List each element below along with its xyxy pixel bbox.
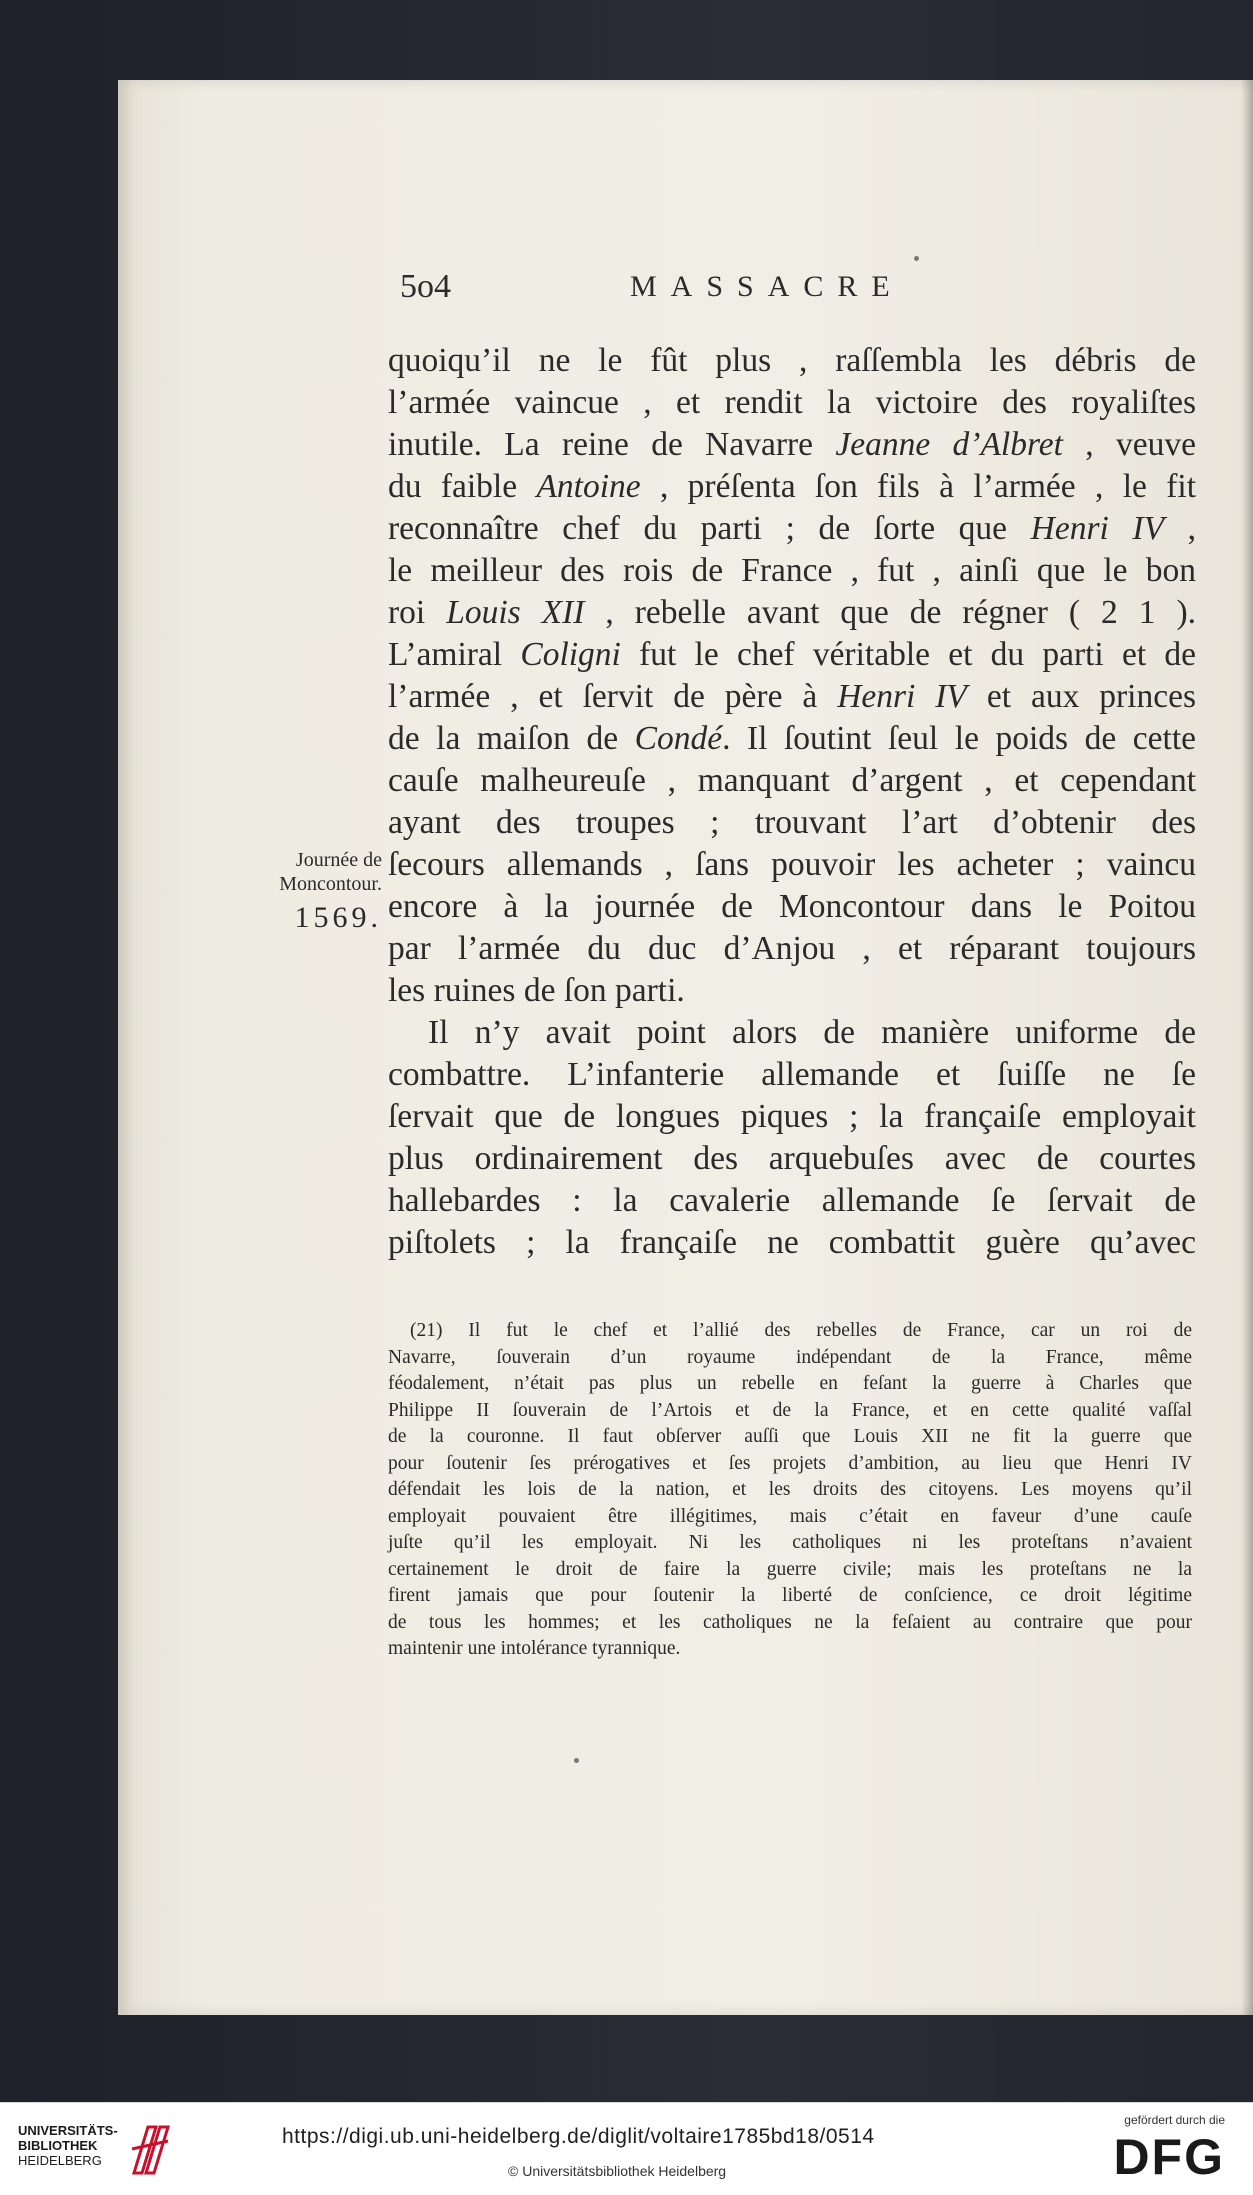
text-line: quoiqu’il ne le fût plus , raſſembla les débris de bbox=[388, 342, 1196, 379]
text-line: cauſe malheureuſe , manquant d’argent , et cependant bbox=[388, 762, 1196, 799]
text-line: L’amiral Coligni fut le chef véritable et du parti et de bbox=[388, 636, 1196, 673]
footnote-line: de la couronne. Il faut obſerver auſſi que Louis XII ne fit la guerre que bbox=[388, 1426, 1192, 1447]
margin-note-year: 1569. bbox=[294, 901, 382, 934]
footnote-line: pour ſoutenir ſes prérogatives et ſes projets d’ambition, au lieu que Henri IV bbox=[388, 1452, 1192, 1474]
italic-name: Antoine bbox=[536, 468, 641, 505]
italic-name: Henri IV bbox=[837, 678, 967, 715]
footnote-line: Navarre, ſouverain d’un royaume indépendant de la France, même bbox=[388, 1346, 1192, 1368]
text-line: du faible Antoine , préſenta ſon fils à l’armée , le fit bbox=[388, 468, 1196, 505]
margin-note-line: Journée de bbox=[295, 849, 382, 871]
footnote-line: (21) Il fut le chef et l’allié des rebelles de France, car un roi de bbox=[410, 1320, 1192, 1341]
text-line: ayant des troupes ; trouvant l’art d’obtenir des bbox=[388, 804, 1196, 841]
funding-label: gefördert durch die bbox=[1124, 2113, 1225, 2127]
footnote-line: défendait les lois de la nation, et les droits des citoyens. Les moyens qu’il bbox=[388, 1479, 1192, 1500]
text-line: piſtolets ; la françaiſe ne combattit guère qu’avec bbox=[388, 1224, 1196, 1261]
footnote-line: de tous les hommes; et les catholiques ne la feſaient au contraire que pour bbox=[388, 1611, 1192, 1633]
text-line: par l’armée du duc d’Anjou , et réparant toujours bbox=[388, 930, 1196, 967]
copyright-notice: © Universitätsbibliothek Heidelberg bbox=[508, 2163, 727, 2179]
text-line: de la maiſon de Condé. Il ſoutint ſeul le poids de cette bbox=[388, 720, 1196, 757]
text-line: les ruines de ſon parti. bbox=[388, 972, 685, 1009]
footnote-line: certainement le droit de faire la guerre civile; mais les proteſtans ne la bbox=[388, 1558, 1192, 1580]
italic-name: Henri IV bbox=[1030, 510, 1165, 547]
text-line: reconnaître chef du parti ; de ſorte que Henri IV , bbox=[388, 510, 1197, 547]
footnote-line: maintenir une intolérance tyrannique. bbox=[388, 1638, 681, 1659]
library-name-line: HEIDELBERG bbox=[18, 2153, 102, 2168]
footnote-line: féodalement, n’était pas plus un rebelle en feſant la guerre à Charles que bbox=[388, 1373, 1192, 1394]
text-line: l’armée vaincue , et rendit la victoire des royaliſtes bbox=[388, 384, 1196, 421]
margin-note-line: Moncontour. bbox=[279, 873, 382, 895]
italic-name: Condé bbox=[634, 720, 723, 757]
permalink-url[interactable]: https://digi.ub.uni-heidelberg.de/diglit/voltaire1785bd18/0514 bbox=[282, 2125, 875, 2148]
margin-note bbox=[226, 848, 382, 938]
main-text bbox=[388, 340, 1196, 1264]
library-logo-text[interactable] bbox=[18, 2123, 118, 2168]
viewer-footer bbox=[0, 2102, 1253, 2195]
library-name-line: BIBLIOTHEK bbox=[18, 2138, 98, 2153]
italic-name: Coligni bbox=[520, 636, 621, 673]
text-line: Il n’y avait point alors de manière uniforme de bbox=[428, 1014, 1196, 1051]
ink-speck bbox=[574, 1758, 579, 1763]
text-line: inutile. La reine de Navarre Jeanne d’Albret , veuve bbox=[388, 426, 1196, 463]
footnote-line: juſte qu’il les employait. Ni les catholiques ni les proteſtans n’avaient bbox=[388, 1532, 1192, 1553]
text-line: encore à la journée de Moncontour dans le Poitou bbox=[388, 888, 1196, 925]
text-line: ſecours allemands , ſans pouvoir les acheter ; vaincu bbox=[388, 846, 1196, 883]
text-line: ſervait que de longues piques ; la françaiſe employait bbox=[388, 1098, 1196, 1135]
footnote-line: Philippe II ſouverain de l’Artois et de la France, et en cette qualité vaſſal bbox=[388, 1399, 1192, 1421]
italic-name: Jeanne d’Albret bbox=[835, 426, 1063, 463]
footnote-line: firent jamais que pour ſoutenir la liberté de conſcience, ce droit légitime bbox=[388, 1585, 1192, 1606]
footnote-line: employait pouvaient être illégitimes, mais c’était en faveur d’une cauſe bbox=[388, 1505, 1192, 1527]
text-line: plus ordinairement des arquebuſes avec de courtes bbox=[388, 1140, 1196, 1177]
text-line: l’armée , et ſervit de père à Henri IV et aux princes bbox=[388, 678, 1196, 715]
ink-speck bbox=[914, 256, 919, 261]
text-line: le meilleur des rois de France , fut , ainſi que le bon bbox=[388, 552, 1196, 589]
library-name-line: UNIVERSITÄTS- bbox=[18, 2123, 118, 2138]
italic-name: Louis XII bbox=[446, 594, 585, 631]
text-line: combattre. L’infanterie allemande et ſuiſſe ne ſe bbox=[388, 1056, 1196, 1093]
text-line: roi Louis XII , rebelle avant que de régner ( 2 1 ). bbox=[388, 594, 1197, 631]
page-edge-shadow bbox=[1241, 80, 1253, 2015]
page-number: 5o4 bbox=[400, 268, 451, 305]
running-head: MASSACRE bbox=[630, 270, 904, 303]
library-logo-icon[interactable] bbox=[128, 2119, 172, 2179]
footnote bbox=[388, 1318, 1192, 1663]
dfg-logo[interactable]: DFG bbox=[1113, 2129, 1225, 2185]
text-line: hallebardes : la cavalerie allemande ſe ſervait de bbox=[388, 1182, 1196, 1219]
